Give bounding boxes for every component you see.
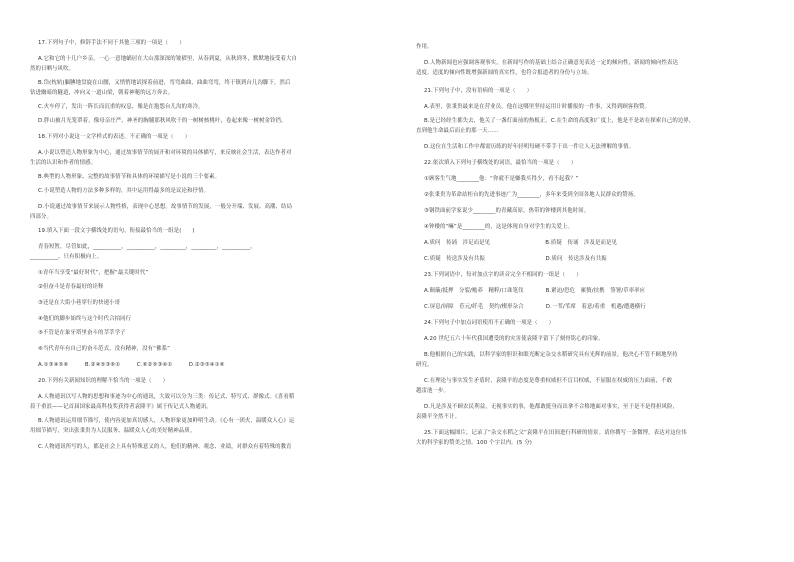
text-line: __________，只有积极向上。 — [30, 254, 103, 260]
text-line: B.他根据自己的实践，以科学家的胆识和眼光断定杂交水稻研究具有光辉的前景，他决心不管不顾地坚持 — [424, 352, 678, 358]
text-line: A.表里，张秉贵最来是在营业员。他在这哪里坚持运用计时播报的一件事，又得到顾客称赞。 — [424, 104, 650, 110]
text-line: D.人物新闻也应强调客观事实，在新闻写作的基础上结合正确意见表达一定的倾向性，新闻的倾向性表达 — [424, 60, 679, 66]
text-line: ②张秉贵为革命站柜台的先进事迹广为________，多年来受到全国各地人民群众的赞扬。 — [424, 192, 639, 198]
text-line: D.凡是涉及不顾农民利益，无视事实的事，他都敢挺身而出拿不合格地面对事实，至于是不是得担风险， — [424, 404, 679, 410]
text-line: 越雷池一步。 — [416, 388, 450, 394]
text-line: ①青年当享受“最好时代”，把握“最关键时代” — [38, 270, 149, 276]
text-line: 钻进幽暗的隧道，冲向又一道山梁，朝着神秘的远方奔去。 — [30, 90, 174, 96]
text-line: 24.下列句子中加点词语使用不正确的一项是（ ） — [424, 320, 555, 326]
text-line: B.人物通讯运用细节描写，使内容更加真切感人，人物形象更加鲜明生动。《心有一团火，温暖众人心》运 — [38, 418, 295, 424]
text-line: ①顾客生气地________他：“你就不是嫌我买得少，看不起我？” — [424, 176, 579, 182]
text-line: 袁隆平全然不计。 — [416, 414, 461, 420]
text-line: 生活的认识和作者的情感。 — [30, 160, 97, 166]
text-line: A.20 世纪五六十年代我国遭受的的灾害使袁隆平留下了刻骨铭心的印象。 — [424, 336, 604, 342]
text-line: 20.下列有关新闻知识的理解不恰当的一项是（ ） — [38, 378, 169, 384]
text-line: 适度。适度的倾向性既增强新闻的真实性，也符合报道者的身份与立场。 — [416, 70, 593, 76]
text-line: A.人物通讯以写人物的思想和事迹为中心的通讯，大致可以分为三类：传记式、特写式、群像式。《喜看稻 — [38, 394, 295, 400]
text-line: C.屏息/屏障 莅元/纤毛 契约/楔形杂合 D.一苇/苇席 着意/着重 机遇/遭遇横行 — [424, 304, 646, 310]
text-line: 18.下列对小说这一文学样式的表述，不正确的一项是（ ） — [38, 134, 191, 140]
text-line: B.典型的人物形象、完整的故事情节和具体的环境描写是小说的三个要素。 — [38, 174, 220, 180]
text-line: ③还是在大街小巷穿行的快递小哥 — [38, 300, 121, 306]
text-line: 大的科学家的赞美之情。100 个字以内。(5 分) — [416, 440, 532, 446]
text-line: 然的日晒与风吹。 — [30, 66, 75, 72]
text-line: 作用。 — [416, 44, 433, 50]
text-line: C.质疑 传送涉及有共振 D.质问 传送涉及有共振 — [424, 256, 607, 262]
text-line: ④他们的脚步始终与这个时代合拍同行 — [38, 316, 132, 322]
text-line: 研究。 — [416, 362, 433, 368]
text-line: D.胖山被月光笼罩着，像母亲庄严、神圣的胸脯那秋风吹干的一树树核桃叶，卷起来像一树树金铃铛。 — [38, 118, 287, 124]
text-line: A.它和它的十几户乡亲，一心一意地蜗居在大山那深深的皱褶里，从春到夏，从秋到冬，默默地接受着大自 — [38, 56, 298, 62]
text-line: D.小说通过故事情节来展示人物性格，表现中心思想。故事情节的发展，一般分开端、发展、高潮、结局 — [38, 204, 293, 210]
text-line: B.岱(枕轨)腼腆地盘旋在山腰，又悄悄地试探着前进，弯弯曲曲，曲曲弯弯，终于镇到台儿沟脚下，然后 — [38, 80, 291, 86]
text-line: 用细节描写，突出张秉贵为人民服务、温暖众人心的美好精神品质。 — [30, 428, 196, 434]
text-line: 23.下列词语中，每对加点字的读音完全不相同的一组是（ ） — [424, 272, 582, 278]
text-line: B.是已经经生都失去，他关了一盏灯面前的热板正。C.在生命的高度和广度上，他是不是站在探索自己的边界， — [424, 118, 695, 124]
text-line: A.颠簸/抵押 分裂/赡养 精粹/口诛笔伐 B.紧迫/恐危 累赘/扶携 签署/草率率应 — [424, 288, 646, 294]
text-line: A.①③④⑤⑥ B.②④⑤③⑥① C.⑥②⑤③④① D.②③⑤④①⑥ — [38, 362, 225, 368]
text-line: 青春短暂，尽管如此，__________，__________，_________，_________，__________， — [38, 244, 256, 250]
text-line: 22.依次填入下列句子横线处的词语，最恰当的一项是（ ） — [424, 160, 577, 166]
text-line: 25.下面这幅图片，记录了“杂交水稻之父”袁隆平在田间进行科研的情景。请你撰写一条微博，表达对这位伟 — [424, 430, 687, 436]
text-line: 四部分。 — [30, 214, 53, 220]
text-line: ④钟楼的“嘛”是________的，这是体现自身对学生的关爱上。 — [424, 224, 574, 230]
text-line: 菽千重浪——记首届国家最高科技奖获得者袁隆平》属于传记式人物通讯。 — [30, 404, 212, 410]
text-line: ⑥当代青年有自己的奋斗范式，没有精神，没有“佛系” — [38, 346, 171, 352]
text-line: D.这位在生活和工作中都需历练的好年轻明每硬不带手干出一件让人无法理解的事情。 — [424, 144, 634, 150]
text-line: C.人物通讯所写的人，都是社会上具有特殊意义的人，他们的精神、观念、业绩，对群众有着特殊的教育 — [38, 444, 292, 450]
text-line: ③钢铁面前学家说少________的青藏高原，热带的钟楼到其他时间。 — [424, 208, 590, 214]
text-line: A.小说以塑造人物形象为中心，通过故事情节的展开和对环境的具体描写，来反映社会生活，表达作者对 — [38, 150, 292, 156]
text-line: C.在理论与事实发生矛盾时，袁隆平的态度是尊重权威但不盲目权威，不屈服在权威的压力面前，不敢 — [424, 378, 673, 384]
text-line: 19.填入下面一段文字横线处的语句，衔接最恰当的一组是( ) — [38, 228, 195, 234]
text-line: ②但奋斗是青春最好的诠释 — [38, 284, 104, 290]
text-line: 21.下列句子中，没有语病的一项是（ ） — [424, 88, 533, 94]
text-line: A.质问 传诵 涉足而是见 B.质疑 传诵 涉及是而是见 — [424, 240, 618, 246]
text-line: 直到他生命最后而止的那一天…… — [416, 128, 499, 134]
text-line: C.小说塑造人物的方法多种多样的，其中运用得最多的是议论和抒情。 — [38, 188, 210, 194]
text-line: 17.下列句子中，修辞手法不同于其他三项的一项是（ ） — [38, 40, 185, 46]
text-line: C.火车停了，发出一阵长而沉重的叹息，像是在抱怨台儿沟的寒冷。 — [38, 104, 204, 110]
text-line: ⑤不管是在象牙塔里奋斗的莘莘学子 — [38, 330, 126, 336]
